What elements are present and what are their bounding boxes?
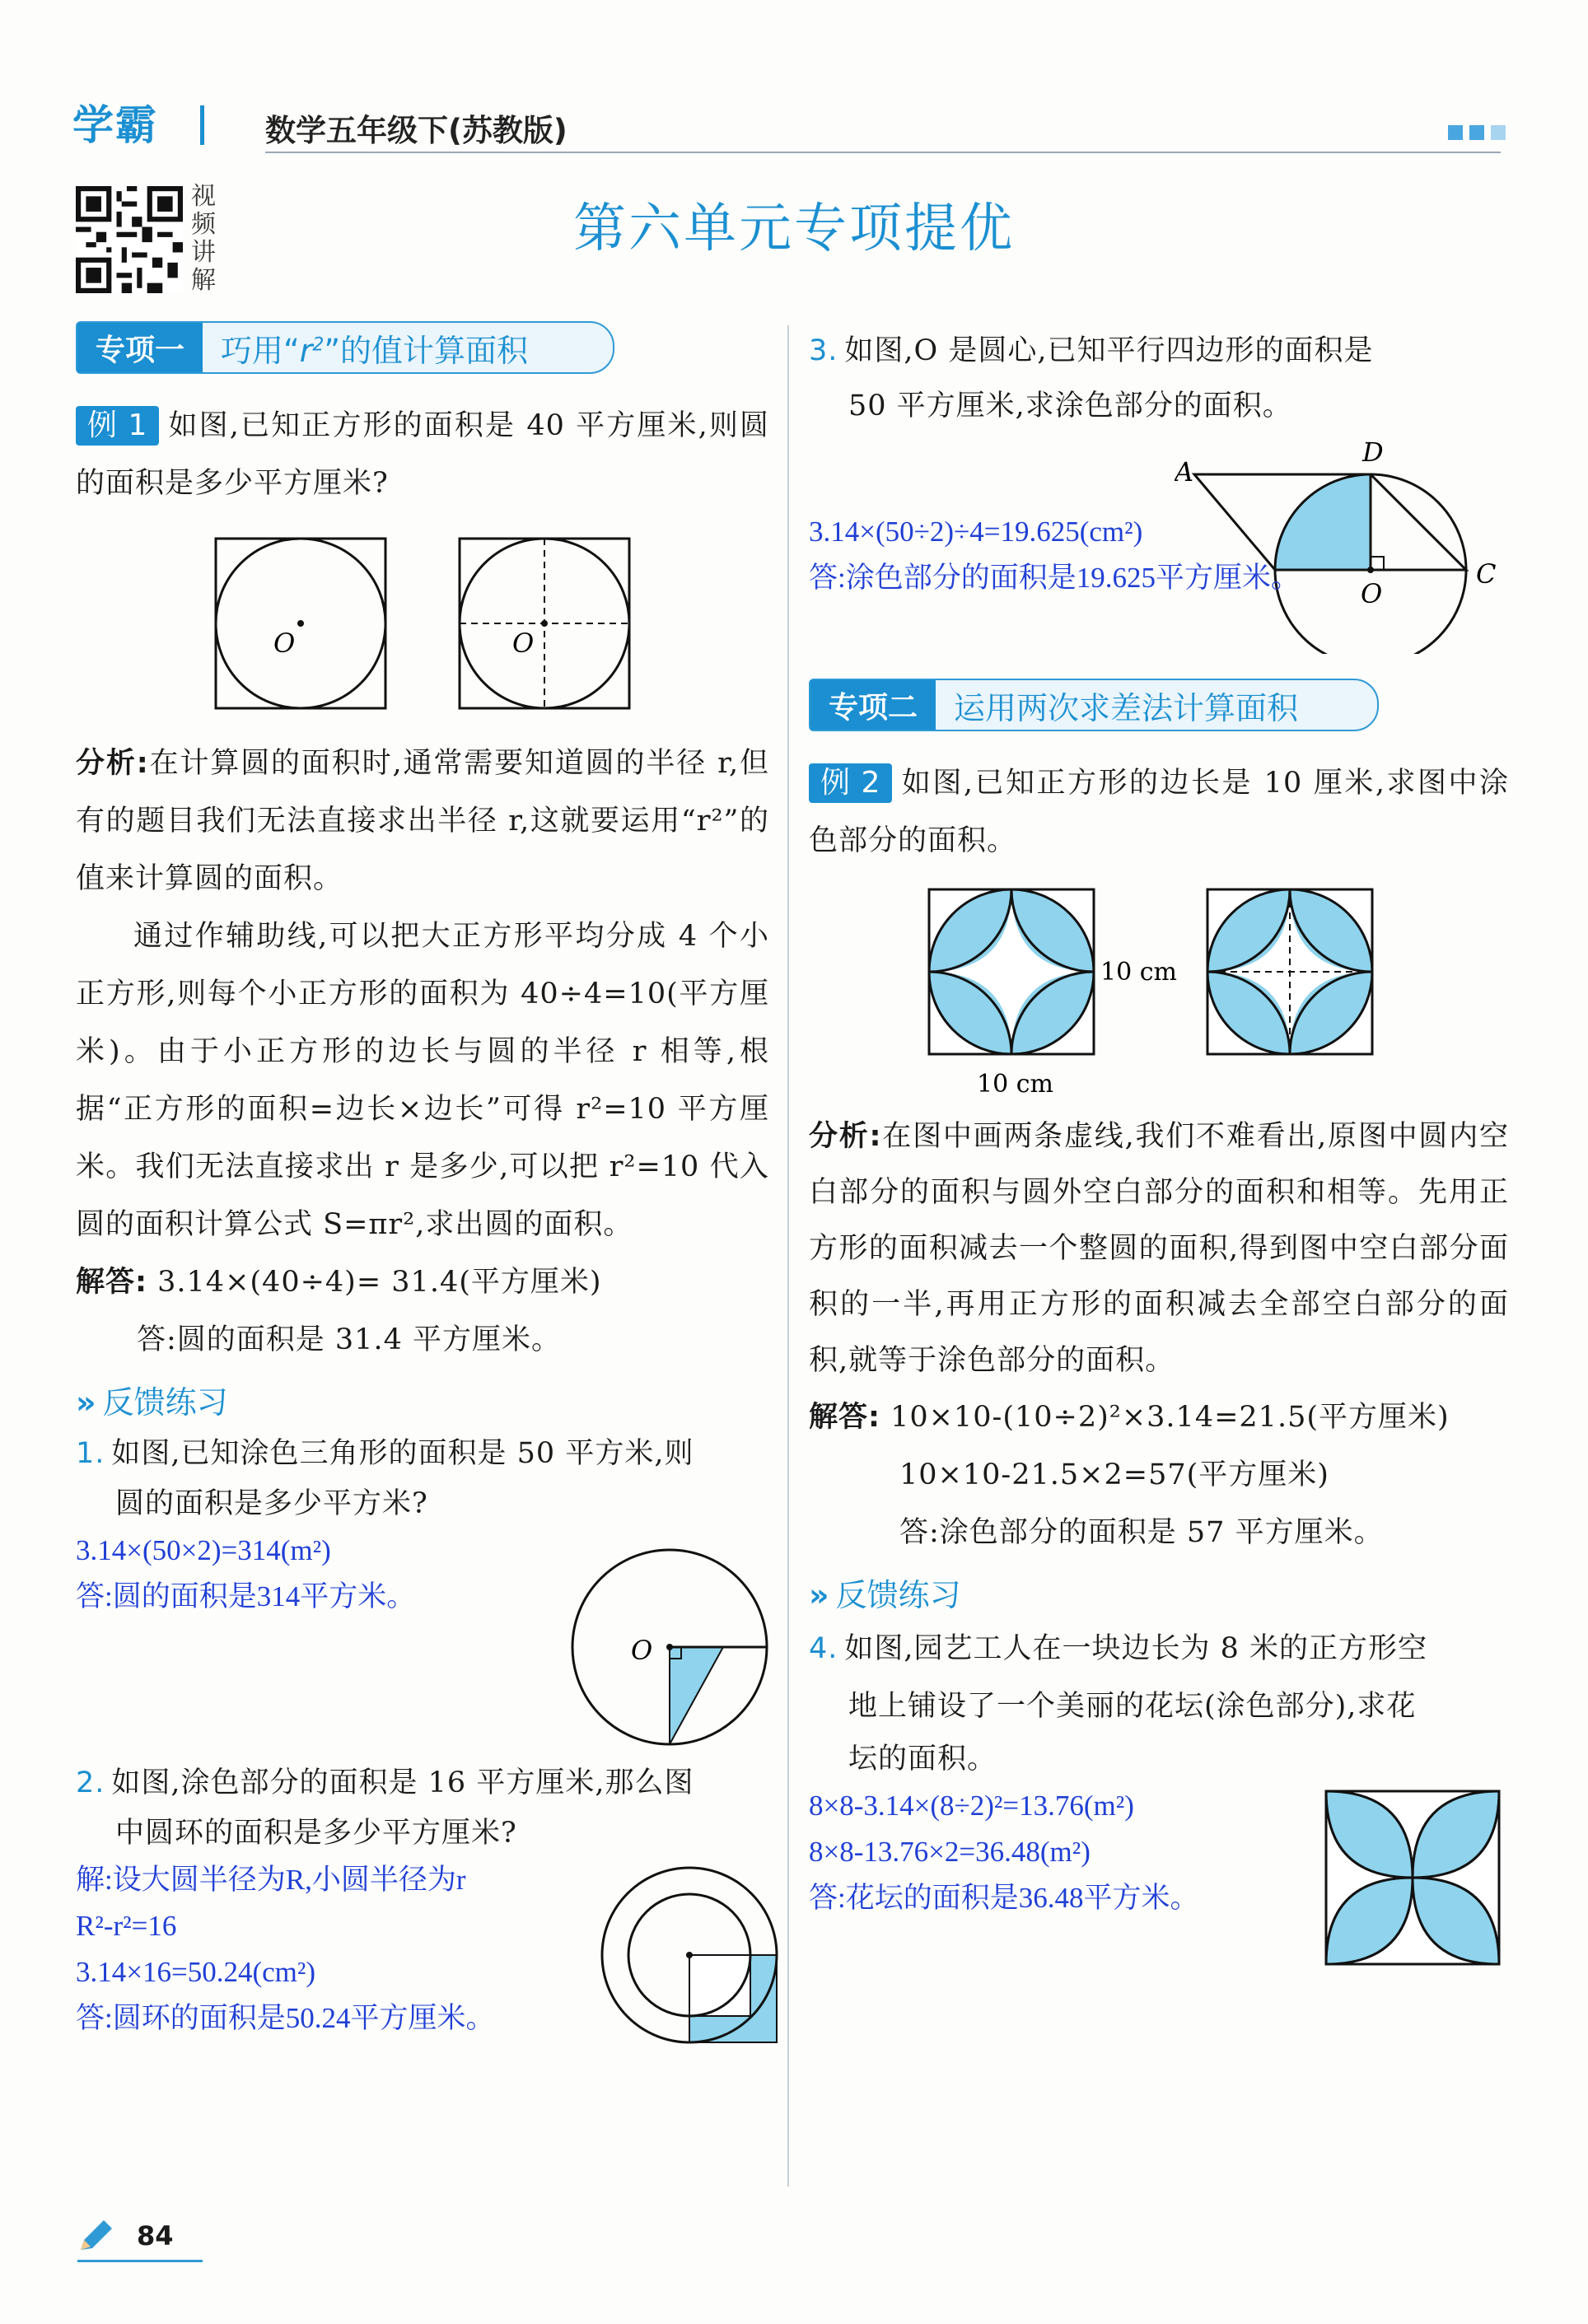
fig1-center-label: O	[273, 628, 296, 659]
question-4-figure	[1324, 1790, 1506, 1971]
section-2-tag: 专项二	[810, 680, 936, 730]
question-4-cont-2: 坛的面积。	[848, 1743, 997, 1776]
question-1-work	[76, 1528, 769, 1757]
example-1-solution: 解答: 3.14×(40÷4)= 31.4(平方厘米)	[76, 1266, 602, 1299]
example-2-analysis: 分析:在图中画两条虚线,我们不难看出,原图中圆内空白部分的面积与圆外空白部分的面积和相等。先用正方形的面积减去一个整圆的面积,得到图中空白部分面积的一半,再用正方形的面积减去全部空白部分的面积,就等于涂色部分的面积。	[809, 1120, 1509, 1377]
video-explanation-label: 视频讲解	[191, 182, 216, 295]
example-2-solution: 解答: 10×10-(10÷2)²×3.14=21.5(平方厘米)	[809, 1401, 1450, 1434]
header-decoration	[1448, 125, 1506, 140]
q2-handwritten-2: R²-r²=16	[76, 1910, 177, 1942]
q3-label-c: C	[1476, 558, 1497, 590]
example-1-analysis: 分析:在计算圆的面积时,通常需要知道圆的半径 r,但有的题目我们无法直接求出半径 r,这就要运用“r²”的值来计算圆的面积。	[76, 747, 770, 895]
q3-label-d: D	[1362, 436, 1384, 468]
question-1-figure	[567, 1544, 773, 1750]
brand-logo: 学霸	[72, 101, 158, 149]
pencil-icon	[76, 2215, 117, 2256]
question-4-work	[809, 1783, 1509, 1981]
page-number: 84	[137, 2220, 174, 2252]
question-2-figure	[586, 1850, 792, 2056]
section-2-header	[809, 679, 1379, 731]
q4-handwritten-3: 答:花坛的面积是36.48平方米。	[809, 1882, 1199, 1914]
q3-label-o: O	[1361, 578, 1383, 609]
question-2-cont: 中圆环的面积是多少平方厘米?	[115, 1817, 517, 1850]
feedback-1-header: » 反馈练习	[76, 1384, 228, 1421]
fig2-center-label: O	[512, 628, 535, 659]
q1-handwritten-answer: 答:圆的面积是314平方米。	[76, 1580, 416, 1612]
question-3-work	[809, 432, 1509, 679]
question-3: 3. 如图,O 是圆心,已知平行四边形的面积是	[809, 334, 1374, 367]
q3-handwritten-formula: 3.14×(50÷2)÷4=19.625(cm²)	[809, 516, 1143, 548]
question-4: 4. 如图,园艺工人在一块边长为 8 米的正方形空	[809, 1632, 1428, 1665]
question-2-work	[76, 1857, 769, 2063]
example-1-question: 例 1 如图,已知正方形的面积是 40 平方厘米,则圆的面积是多少平方厘米?	[76, 397, 769, 512]
q1-center-label: O	[631, 1635, 653, 1666]
footer-rule	[77, 2260, 203, 2262]
feedback-2-header: » 反馈练习	[809, 1577, 961, 1613]
q2-handwritten-4: 答:圆环的面积是50.24平方厘米。	[76, 2002, 495, 2034]
q4-handwritten-2: 8×8-13.76×2=36.48(m²)	[809, 1836, 1091, 1868]
unit-title: 第六单元专项提优	[573, 198, 1015, 259]
section-2-title: 运用两次求差法计算面积	[954, 689, 1299, 726]
section-1-title: 巧用“$r^2$”的值计算面积	[221, 332, 529, 369]
q4-handwritten-1: 8×8-3.14×(8÷2)²=13.76(m²)	[809, 1790, 1134, 1822]
question-4-cont-1: 地上铺设了一个美丽的花坛(涂色部分),求花	[848, 1690, 1417, 1723]
ex2-side-bottom-label: 10 cm	[977, 1070, 1053, 1099]
example-1-tag: 例 1	[76, 406, 159, 446]
right-column	[809, 321, 1509, 1981]
q3-handwriting	[809, 509, 1300, 601]
header-rule	[265, 152, 1501, 153]
left-column	[76, 321, 769, 2063]
example-2-solution-2: 10×10-21.5×2=57(平方厘米)	[899, 1458, 1329, 1491]
example-1-answer: 答:圆的面积是 31.4 平方厘米。	[137, 1323, 561, 1356]
book-title: 数学五年级下(苏教版)	[265, 113, 567, 148]
example-2-figure	[809, 881, 1509, 1104]
q3-handwritten-answer: 答:涂色部分的面积是19.625平方厘米。	[809, 562, 1300, 594]
question-2: 2. 如图,涂色部分的面积是 16 平方厘米,那么图	[76, 1766, 694, 1799]
section-1-header	[76, 321, 614, 374]
q2-handwritten-1: 解:设大圆半径为R,小圆半径为r	[76, 1864, 466, 1896]
section-1-tag: 专项一	[77, 323, 203, 372]
example-2-answer: 答:涂色部分的面积是 57 平方厘米。	[899, 1516, 1384, 1549]
example-2-question: 例 2 如图,已知正方形的边长是 10 厘米,求图中涂色部分的面积。	[809, 754, 1509, 870]
example-1-analysis-2: 通过作辅助线,可以把大正方形平均分成 4 个小正方形,则每个小正方形的面积为 40÷4=10(平方厘米)。由于小正方形的边长与圆的半径 r 相等,根据“正方形的面积=边长×边长”可得 r²=10 平方厘米。我们无法直接求出 r 是多少,可以把 r²=10 代入圆的面积计算公式 S=πr²,求出圆的面积。	[76, 920, 769, 1241]
example-2-tag: 例 2	[809, 763, 892, 803]
question-3-cont: 50 平方厘米,求涂色部分的面积。	[848, 390, 1292, 422]
logo-divider	[200, 105, 204, 145]
ex2-side-right-label: 10 cm	[1100, 958, 1177, 987]
q2-handwritten-3: 3.14×16=50.24(cm²)	[76, 1956, 316, 1988]
q1-handwritten-formula: 3.14×(50×2)=314(m²)	[76, 1534, 331, 1566]
question-1-cont: 圆的面积是多少平方米?	[115, 1487, 428, 1520]
example-1-figure	[76, 525, 769, 720]
q3-label-a: A	[1175, 456, 1194, 488]
question-1: 1. 如图,已知涂色三角形的面积是 50 平方米,则	[76, 1437, 694, 1470]
